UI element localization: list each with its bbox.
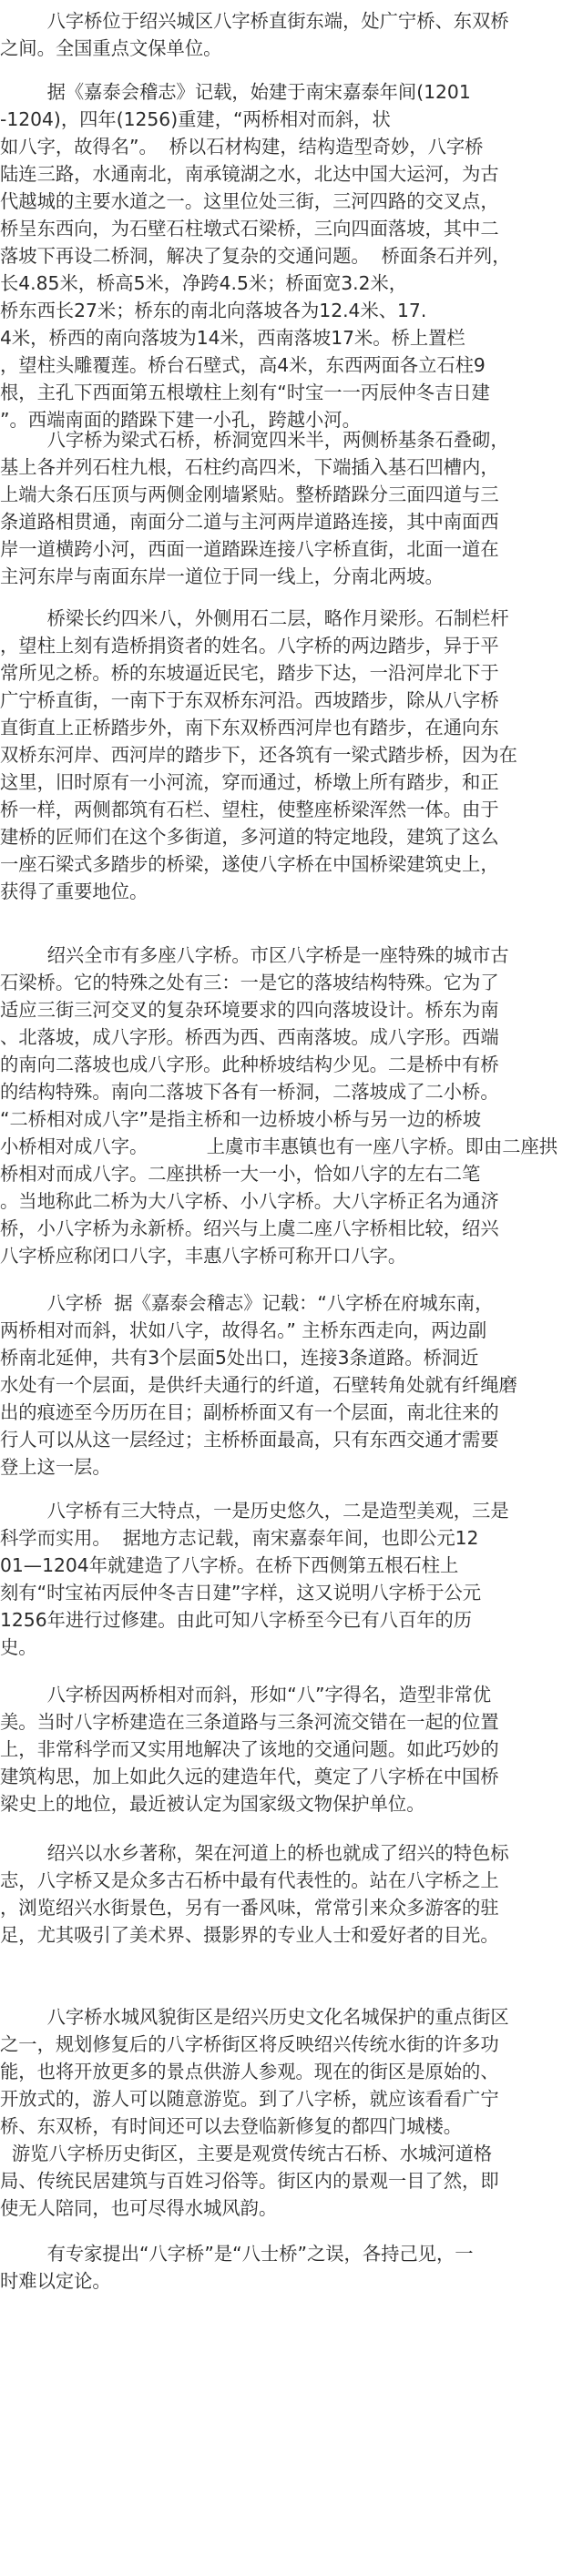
article-paragraph bbox=[0, 2240, 583, 2295]
article-paragraph bbox=[0, 605, 583, 905]
paragraph-line: 时难以定论。 bbox=[0, 2270, 111, 2292]
paragraph-line: 的结构特殊。南向二落坡下各有一桥洞，二落坡成了二小桥。 bbox=[0, 1081, 499, 1103]
paragraph-line: 建桥的匠师们在这个多街道，多河道的特定地段，建筑了这么 bbox=[0, 826, 499, 848]
paragraph-line: 之间。全国重点文保单位。 bbox=[0, 37, 222, 59]
paragraph-line: -1204)，四年(1256)重建，“两桥相对而斜，状 bbox=[0, 108, 391, 130]
paragraph-line: 八字桥有三大特点，一是历史悠久，二是造型美观，三是 bbox=[0, 1500, 509, 1522]
paragraph-line: 长4.85米，桥高5米，净跨4.5米；桥面宽3.2米， bbox=[0, 272, 408, 294]
paragraph-line: 八字桥因两桥相对而斜，形如“八”字得名，造型非常优 bbox=[0, 1684, 492, 1705]
paragraph-line: 落坡下再设二桥洞，解决了复杂的交通问题。 桥面条石并列， bbox=[0, 245, 511, 267]
paragraph-line: 八字桥为梁式石桥，桥洞宽四米半，两侧桥基条石叠砌， bbox=[0, 429, 509, 451]
paragraph-line: 行人可以从这一层经过；主桥桥面最高，只有东西交通才需要 bbox=[0, 1429, 499, 1451]
paragraph-line: 主河东岸与南面东岸一道位于同一线上，分南北两坡。 bbox=[0, 565, 444, 587]
paragraph-line: 八字桥 据《嘉泰会稽志》记载：“八字桥在府城东南， bbox=[0, 1292, 494, 1314]
paragraph-line: 桥相对而成八字。二座拱桥一大一小，恰如八字的左右二笔 bbox=[0, 1163, 481, 1185]
paragraph-line: 美。当时八字桥建造在三条道路与三条河流交错在一起的位置 bbox=[0, 1711, 499, 1733]
paragraph-line: 桥呈东西向，为石壁石柱墩式石梁桥，三向四面落坡，其中二 bbox=[0, 218, 499, 239]
paragraph-line: 桥东西长27米；桥东的南北向落坡各为12.4米、17. bbox=[0, 300, 427, 321]
paragraph-line: 小桥相对成八字。 上虞市丰惠镇也有一座八字桥。即由二座拱 bbox=[0, 1135, 558, 1157]
paragraph-line: 桥南北延伸，共有3个层面5处出口，连接3条道路。桥洞近 bbox=[0, 1347, 479, 1369]
paragraph-line: 一座石梁式多踏步的桥梁，遂使八字桥在中国桥梁建筑史上， bbox=[0, 853, 499, 875]
paragraph-line: 这里，旧时原有一小河流，穿而通过，桥墩上所有踏步，和正 bbox=[0, 771, 499, 793]
paragraph-line: 八字桥位于绍兴城区八字桥直街东端，处广宁桥、东双桥 bbox=[0, 10, 509, 32]
paragraph-line: 桥、东双桥，有时间还可以去登临新修复的都四门城楼。 bbox=[0, 2115, 463, 2137]
paragraph-line: 八字桥水城风貌街区是绍兴历史文化名城保护的重点街区 bbox=[0, 2006, 509, 2028]
paragraph-line: 的南向二落坡也成八字形。此种桥坡结构少见。二是桥中有桥 bbox=[0, 1054, 499, 1075]
paragraph-line: 开放式的，游人可以随意游览。到了八字桥，就应该看看广宁 bbox=[0, 2088, 499, 2110]
paragraph-line: 直街直上正桥踏步外，南下东双桥西河岸也有踏步，在通向东 bbox=[0, 717, 499, 738]
paragraph-line: 之一，规划修复后的八字桥街区将反映绍兴传统水街的许多功 bbox=[0, 2033, 499, 2055]
paragraph-line: 使无人陪同，也可尽得水城风韵。 bbox=[0, 2197, 278, 2219]
article-paragraph bbox=[0, 2003, 583, 2222]
paragraph-line: 科学而实用。 据地方志记载，南宋嘉泰年间，也即公元12 bbox=[0, 1527, 479, 1549]
paragraph-line: “二桥相对成八字”是指主桥和一边桥坡小桥与另一边的桥坡 bbox=[0, 1108, 482, 1130]
paragraph-line: ，望柱上刻有造桥捐资者的姓名。八字桥的两边踏步，异于平 bbox=[0, 635, 499, 657]
paragraph-line: 桥梁长约四米八，外侧用石二层，略作月梁形。石制栏杆 bbox=[0, 607, 509, 629]
paragraph-line: 。当地称此二桥为大八字桥、小八字桥。大八字桥正名为通济 bbox=[0, 1190, 499, 1212]
article-paragraph bbox=[0, 1681, 583, 1817]
paragraph-line: 建筑构思，加上如此久远的建造年代，奠定了八字桥在中国桥 bbox=[0, 1766, 499, 1787]
paragraph-line: 石梁桥。它的特殊之处有三：一是它的落坡结构特殊。它为了 bbox=[0, 972, 499, 993]
paragraph-line: ，望柱头雕覆莲。桥台石壁式，高4米，东西两面各立石柱9 bbox=[0, 354, 486, 376]
paragraph-line: 有专家提出“八字桥”是“八士桥”之误，各持己见，一 bbox=[0, 2243, 474, 2265]
paragraph-line: 获得了重要地位。 bbox=[0, 881, 148, 902]
paragraph-line: 绍兴以水乡著称，架在河道上的桥也就成了绍兴的特色标 bbox=[0, 1842, 509, 1864]
paragraph-line: 登上这一层。 bbox=[0, 1456, 111, 1478]
article-paragraph bbox=[0, 78, 583, 433]
paragraph-line: ，浏览绍兴水街景色，另有一番风味，常常引来众多游客的驻 bbox=[0, 1897, 499, 1919]
paragraph-line: 桥一样，两侧都筑有石栏、望柱，使整座桥梁浑然一体。由于 bbox=[0, 799, 499, 820]
paragraph-line: 如八字，故得名”。 桥以石材构建，结构造型奇妙，八字桥 bbox=[0, 136, 484, 158]
paragraph-line: 梁史上的地位，最近被认定为国家级文物保护单位。 bbox=[0, 1793, 425, 1815]
paragraph-line: 代越城的主要水道之一。这里位处三街，三河四路的交叉点， bbox=[0, 190, 499, 212]
article-paragraph bbox=[0, 1497, 583, 1661]
paragraph-line: 双桥东河岸、西河岸的踏步下，还各筑有一梁式踏步桥，因为在 bbox=[0, 744, 517, 766]
paragraph-line: 陆连三路，水通南北，南承镜湖之水，北达中国大运河，为古 bbox=[0, 163, 499, 185]
paragraph-line: 史。 bbox=[0, 1636, 37, 1658]
paragraph-line: 桥，小八字桥为永新桥。绍兴与上虞二座八字桥相比较，绍兴 bbox=[0, 1217, 499, 1239]
paragraph-line: 根，主孔下西面第五根墩柱上刻有“时宝一一丙辰仲冬吉日建 bbox=[0, 382, 490, 403]
paragraph-line: 水处有一个层面，是供纤夫通行的纤道，石壁转角处就有纤绳磨 bbox=[0, 1374, 517, 1396]
paragraph-line: 01—1204年就建造了八字桥。在桥下西侧第五根石柱上 bbox=[0, 1554, 459, 1576]
paragraph-line: 足，尤其吸引了美术界、摄影界的专业人士和爱好者的目光。 bbox=[0, 1924, 499, 1946]
paragraph-line: 能，也将开放更多的景点供游人参观。现在的街区是原始的、 bbox=[0, 2061, 499, 2082]
paragraph-line: 绍兴全市有多座八字桥。市区八字桥是一座特殊的城市古 bbox=[0, 944, 509, 966]
paragraph-line: 刻有“时宝祐丙辰仲冬吉日建”字样，这又说明八字桥于公元 bbox=[0, 1582, 482, 1604]
paragraph-line: 局、传统民居建筑与百姓习俗等。街区内的景观一目了然，即 bbox=[0, 2170, 499, 2192]
article-paragraph bbox=[0, 1289, 583, 1481]
paragraph-line: 出的痕迹至今历历在目；副桥桥面又有一个层面，南北往来的 bbox=[0, 1401, 499, 1423]
paragraph-line: 两桥相对而斜，状如八字，故得名。” 主桥东西走向，两边副 bbox=[0, 1319, 487, 1341]
article-paragraph bbox=[0, 1839, 583, 1949]
paragraph-line: 广宁桥直街，一南下于东双桥东河沿。西坡踏步，除从八字桥 bbox=[0, 689, 499, 711]
paragraph-line: 常所见之桥。桥的东坡逼近民宅，踏步下达，一沿河岸北下于 bbox=[0, 662, 499, 684]
paragraph-line: 八字桥应称闭口八字，丰惠八字桥可称开口八字。 bbox=[0, 1245, 407, 1267]
paragraph-line: 适应三街三河交叉的复杂环境要求的四向落坡设计。桥东为南 bbox=[0, 999, 499, 1021]
article-paragraph bbox=[0, 942, 583, 1269]
article-paragraph bbox=[0, 7, 583, 62]
paragraph-line: 上，非常科学而又实用地解决了该地的交通问题。如此巧妙的 bbox=[0, 1738, 499, 1760]
paragraph-line: 岸一道横跨小河，西面一道踏跺连接八字桥直街，北面一道在 bbox=[0, 538, 499, 560]
paragraph-line: 4米，桥西的南向落坡为14米，西南落坡17米。桥上置栏 bbox=[0, 327, 465, 349]
paragraph-line: 志，八字桥又是众多古石桥中最有代表性的。站在八字桥之上 bbox=[0, 1869, 499, 1891]
paragraph-line: 1256年进行过修建。由此可知八字桥至今已有八百年的历 bbox=[0, 1609, 473, 1631]
paragraph-line: 基上各并列石柱九根，石柱约高四米，下端插入基石凹槽内， bbox=[0, 456, 499, 478]
paragraph-line: ”。西端南面的踏跺下建一小孔，跨越小河。 bbox=[0, 409, 361, 431]
paragraph-line: 上端大条石压顶与两侧金刚墙紧贴。整桥踏跺分三面四道与三 bbox=[0, 484, 499, 505]
paragraph-line: 游览八字桥历史街区，主要是观赏传统古石桥、水城河道格 bbox=[0, 2143, 493, 2164]
paragraph-line: 条道路相贯通，南面分二道与主河两岸道路连接，其中南面西 bbox=[0, 511, 499, 533]
article-paragraph bbox=[0, 426, 583, 590]
paragraph-line: 、北落坡，成八字形。桥西为西、西南落坡。成八字形。西端 bbox=[0, 1026, 499, 1048]
paragraph-line: 据《嘉泰会稽志》记载，始建于南宋嘉泰年间(1201 bbox=[0, 81, 471, 103]
